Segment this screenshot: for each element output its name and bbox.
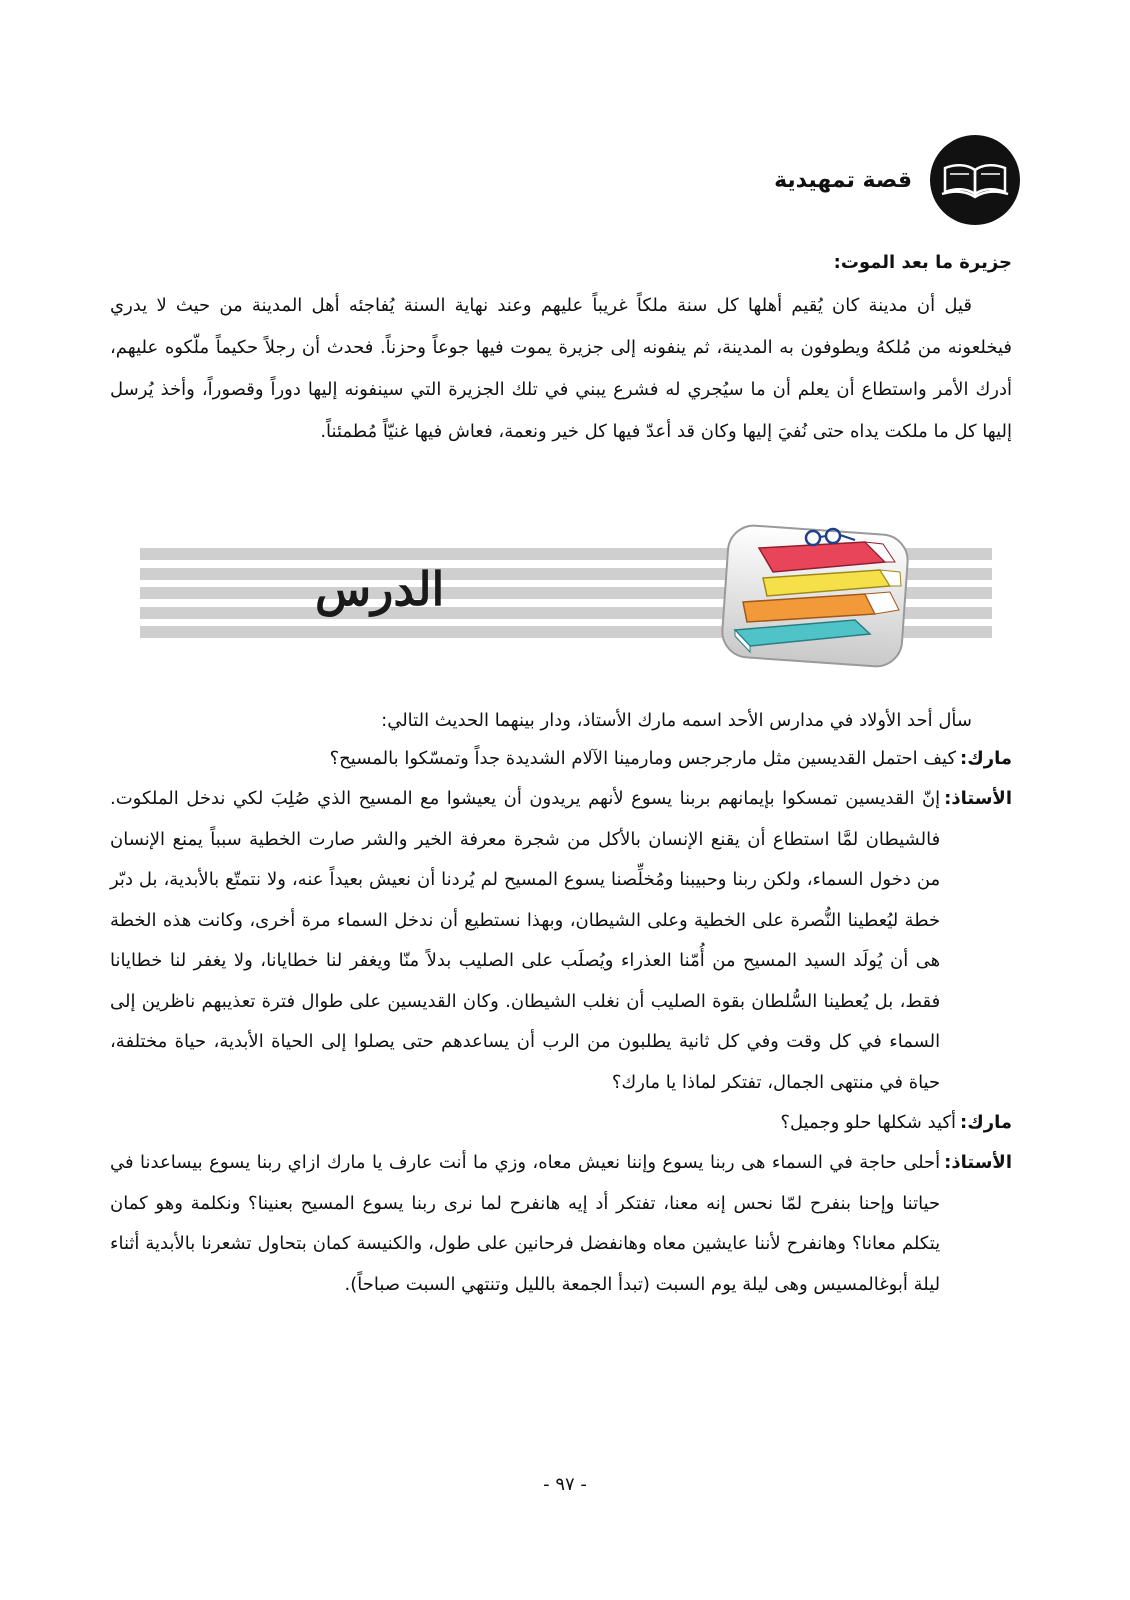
story-title: جزيرة ما بعد الموت: (833, 252, 1012, 273)
dialogue-turn (110, 1103, 1012, 1143)
dialogue (110, 703, 1012, 1305)
speech-text: أكيد شكلها حلو وجميل؟ (780, 1112, 957, 1133)
speech-text: كيف احتمل القديسين مثل مارجرجس ومارمينا الآلام الشديدة جداً وتمسّكوا بالمسيح؟ (329, 748, 957, 769)
page-number: - ٩٧ - (543, 1474, 587, 1495)
speaker-label: مارك: (960, 748, 1012, 769)
story-paragraph: قيل أن مدينة كان يُقيم أهلها كل سنة ملكاً غريباً عليهم وعند نهاية السنة يُفاجئه أهل المدينة من حيث لا يدري فيخلعونه من مُلكهُ ويطوفون به المدينة، ثم ينفونه إلى جزيرة يموت فيها جوعاً وحزناً. فحدث أن رجلاً حكيماً ملّكوه عليهم، أدرك الأمر واستطاع أن يعلم أن ما سيُجري له فشرع يبني في تلك الجزيرة التي سينفونه إليها دوراً وقصوراً، وأخذ يُرسل إليها كل ما ملكت يداه حتى نُفيَ إليها وكان قد أعدّ فيها كل خير ونعمة، فعاش فيها غنيّاً مُطمئناً. (110, 295, 1012, 442)
speech-text: إنّ القديسين تمسكوا بإيمانهم بربنا يسوع لأنهم يريدون أن يعيشوا مع المسيح الذي صُلِبَ لكي ندخل الملكوت. فالشيطان لمَّا استطاع أن يقنع الإنسان بالأكل من شجرة معرفة الخير والشر صارت الخطية سبباً يمنع الإنسان من دخول السماء، ولكن ربنا وحبيبنا ومُخلِّصنا يسوع المسيح لم يُردنا أن نعيش بعيداً عنه، ولا نتمتّع بالأبدية، بل دبّر خطة ليُعطينا النُّصرة على الخطية وعلى الشيطان، وبهذا نستطيع أن ندخل السماء مرة أخرى، وكانت هذه الخطة هى أن يُولَد السيد المسيح من أُمّنا العذراء ويُصلَب على الصليب بدلاً منّا ويغفر لنا خطايانا، ولا يغفر لنا خطايانا فقط، بل يُعطينا السُّلطان بقوة الصليب أن نغلب الشيطان. وكان القديسين على طوال فترة تعذيبهم ناظرين إلى السماء في كل وقت وفي كل ثانية يطلبون من الرب أن يساعدهم حتى يصلوا إلى الحياة الأبدية، حياة مختلفة، حياة في منتهى الجمال، تفتكر لماذا يا مارك؟ (110, 788, 941, 1093)
lesson-label: الدرس (315, 562, 445, 616)
section-title: قصة تمهيدية (774, 167, 912, 193)
section-header (774, 135, 1020, 225)
open-book-icon (930, 135, 1020, 225)
speaker-label: الأستاذ: (944, 1152, 1012, 1173)
speech-text: أحلى حاجة في السماء هى ربنا يسوع وإننا نعيش معاه، وزي ما أنت عارف يا مارك ازاي ربنا يسوع بيساعدنا في حياتنا وإحنا بنفرح لمّا نحس إنه معنا، تفتكر أد إيه هانفرح لما نرى ربنا يسوع المسيح بعنينا؟ ونكلمة وهو كمان يتكلم معانا؟ وهانفرح لأننا عايشين معاه وهانفضل فرحانين على طول، والكنيسة كمان بتحاول تشعرنا بالأبدية أثناء ليلة أبوغالمسيس وهى ليلة يوم السبت (تبدأ الجمعة بالليل وتنتهي السبت صباحاً). (110, 1152, 941, 1295)
lesson-banner (100, 522, 1030, 672)
speaker-label: مارك: (960, 1112, 1012, 1133)
dialogue-turn (110, 779, 1012, 1103)
dialogue-turn (110, 739, 1012, 779)
dialogue-intro: سأل أحد الأولاد في مدارس الأحد اسمه مارك الأستاذ، ودار بينهما الحديث التالي: (381, 710, 972, 731)
stack-of-books-icon (715, 522, 915, 672)
speaker-label: الأستاذ: (944, 788, 1012, 809)
dialogue-turn (110, 1143, 1012, 1305)
